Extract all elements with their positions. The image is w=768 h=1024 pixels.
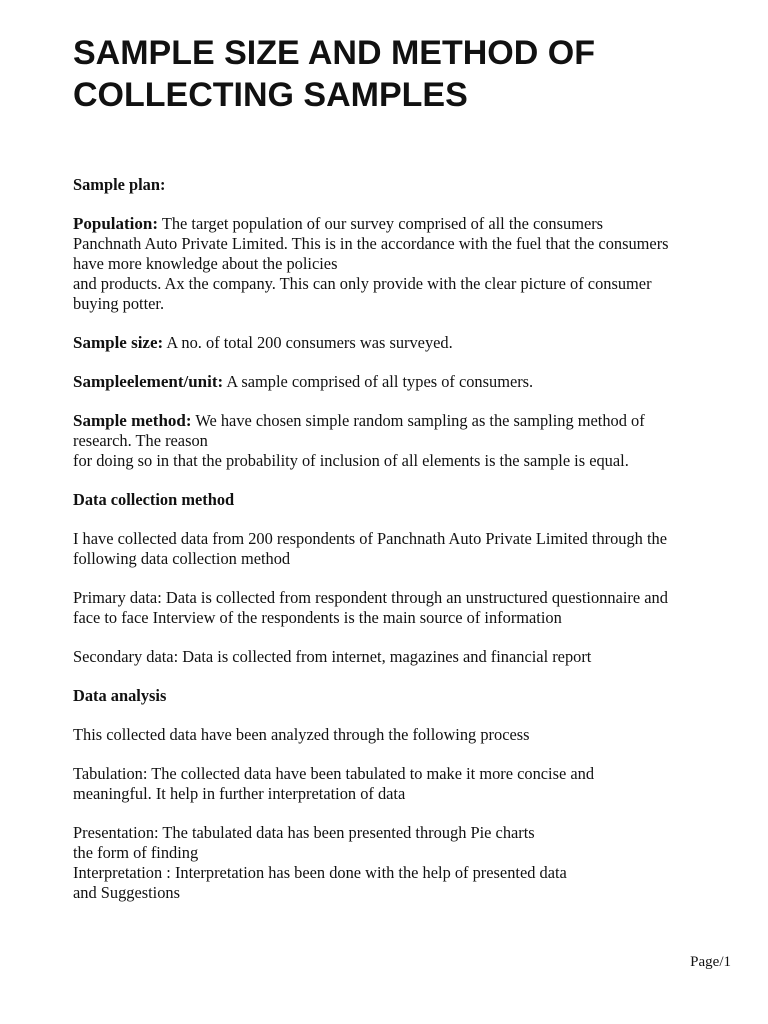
- primary-data-line-2: face to face Interview of the respondents is the main source of information: [73, 608, 562, 627]
- sample-method-line-2: research. The reason: [73, 431, 208, 450]
- population-line-3: have more knowledge about the policies: [73, 254, 338, 273]
- population-line-4: and products. Ax the company. This can only provide with the clear picture of consumer: [73, 274, 652, 293]
- data-analysis-intro: This collected data have been analyzed through the following process: [73, 725, 530, 744]
- sample-method-text-1: We have chosen simple random sampling as the sampling method of: [191, 411, 645, 430]
- sample-element-text: A sample comprised of all types of consumers.: [223, 372, 534, 391]
- sample-method-paragraph: [73, 411, 741, 471]
- presentation-paragraph: [73, 823, 741, 903]
- data-collection-intro-line-2: following data collection method: [73, 549, 291, 568]
- tabulation-paragraph: [73, 764, 741, 804]
- presentation-line-2: the form of finding: [73, 843, 199, 862]
- page-title: [73, 32, 733, 116]
- population-text-1: The target population of our survey comprised of all the consumers: [158, 214, 604, 233]
- sample-method-line-3: for doing so in that the probability of inclusion of all elements is the sample is equal.: [73, 451, 629, 470]
- sample-size-label: Sample size:: [73, 333, 164, 352]
- population-line-2: Panchnath Auto Private Limited. This is in the accordance with the fuel that the consumers: [73, 234, 669, 253]
- page-number: Page/1: [690, 954, 731, 970]
- sample-method-label: Sample method:: [73, 411, 192, 430]
- sample-size-text: A no. of total 200 consumers was surveyed.: [163, 333, 453, 352]
- presentation-line-1: Presentation: The tabulated data has been presented through Pie charts: [73, 823, 535, 842]
- sample-element-paragraph: [73, 372, 741, 392]
- tabulation-line-2: meaningful. It help in further interpretation of data: [73, 784, 406, 803]
- interpretation-line-1: Interpretation : Interpretation has been done with the help of presented data: [73, 863, 567, 882]
- sample-method-line-1: [73, 411, 741, 431]
- secondary-data-paragraph: Secondary data: Data is collected from internet, magazines and financial report: [73, 647, 592, 666]
- sample-size-paragraph: [73, 333, 741, 353]
- primary-data-paragraph: [73, 588, 741, 628]
- data-analysis-heading: Data analysis: [73, 686, 167, 705]
- document-body: [73, 175, 741, 922]
- population-line-1: [73, 214, 741, 234]
- population-paragraph: [73, 214, 741, 314]
- population-line-5: buying potter.: [73, 294, 165, 313]
- sample-plan-heading: Sample plan:: [73, 175, 166, 194]
- primary-data-line-1: Primary data: Data is collected from respondent through an unstructured questionnaire and: [73, 588, 668, 607]
- title-line-2: COLLECTING SAMPLES: [73, 76, 468, 114]
- data-collection-heading: Data collection method: [73, 490, 235, 509]
- title-line-1: SAMPLE SIZE AND METHOD OF: [73, 34, 595, 72]
- sample-element-label: Sampleelement/unit:: [73, 372, 224, 391]
- data-collection-intro: [73, 529, 741, 569]
- population-label: Population:: [73, 214, 159, 233]
- interpretation-line-2: and Suggestions: [73, 883, 180, 902]
- tabulation-line-1: Tabulation: The collected data have been tabulated to make it more concise and: [73, 764, 595, 783]
- data-collection-intro-line-1: I have collected data from 200 respondents of Panchnath Auto Private Limited through the: [73, 529, 667, 548]
